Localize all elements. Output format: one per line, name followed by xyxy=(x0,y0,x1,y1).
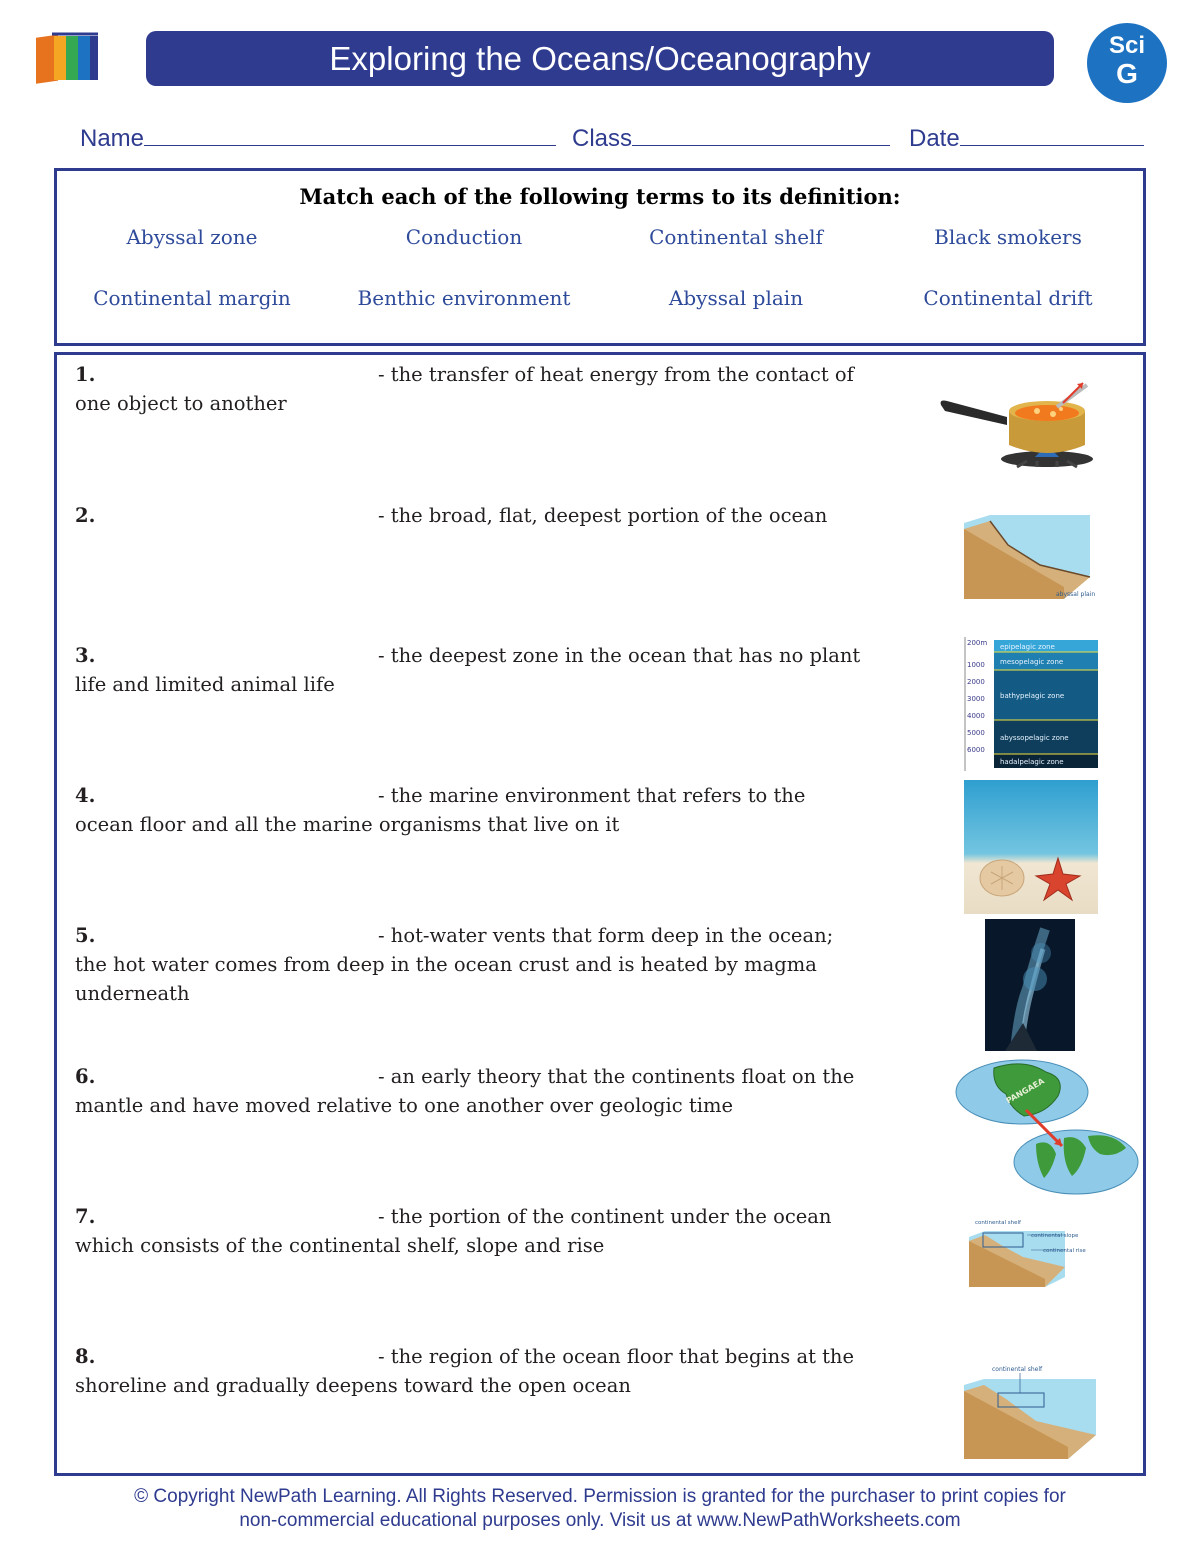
svg-text:2000: 2000 xyxy=(967,678,985,686)
word-bank xyxy=(54,168,1146,346)
question-continuation: the hot water comes from deep in the ocean crust and is heated by magma xyxy=(75,953,817,976)
ocean-floor-diagram-icon xyxy=(960,515,1096,601)
question-6 xyxy=(75,1062,905,1120)
question-definition: - an early theory that the continents float on the xyxy=(378,1065,855,1088)
svg-text:continental slope: continental slope xyxy=(1031,1233,1079,1239)
question-number: 8. xyxy=(75,1345,96,1368)
copyright-footer xyxy=(0,1485,1200,1533)
term-continental-drift: Continental drift xyxy=(923,286,1093,310)
question-5 xyxy=(75,921,905,1008)
footer-line-2: non-commercial educational purposes only. Visit us at www.NewPathWorksheets.com xyxy=(239,1510,961,1531)
date-label: Date xyxy=(909,125,960,152)
question-continuation: shoreline and gradually deepens toward the open ocean xyxy=(75,1374,631,1397)
worksheet-title: Exploring the Oceans/Oceanography xyxy=(146,31,1054,86)
question-continuation: life and limited animal life xyxy=(75,673,335,696)
class-field[interactable] xyxy=(572,123,890,153)
term-continental-margin: Continental margin xyxy=(93,286,291,310)
name-field[interactable] xyxy=(80,123,556,153)
question-continuation-2: underneath xyxy=(75,982,190,1005)
question-number: 3. xyxy=(75,644,96,667)
question-number: 6. xyxy=(75,1065,96,1088)
ocean-zones-chart-icon xyxy=(960,637,1100,771)
question-number: 7. xyxy=(75,1205,96,1228)
abyssal-label: abyssal plain xyxy=(1056,591,1096,598)
question-continuation: mantle and have moved relative to one another over geologic time xyxy=(75,1094,734,1117)
term-continental-shelf: Continental shelf xyxy=(649,225,823,249)
question-definition: - hot-water vents that form deep in the ocean; xyxy=(378,924,834,947)
term-conduction: Conduction xyxy=(405,225,523,249)
student-info-row xyxy=(80,123,1150,155)
question-2 xyxy=(75,501,905,530)
term-benthic-environment: Benthic environment xyxy=(357,286,571,310)
badge-subject: Sci xyxy=(1108,32,1146,59)
svg-text:mesopelagic zone: mesopelagic zone xyxy=(1000,658,1064,666)
question-number: 4. xyxy=(75,784,96,807)
continental-shelf-diagram-icon xyxy=(960,1363,1100,1461)
svg-text:1000: 1000 xyxy=(967,661,985,669)
question-definition: - the deepest zone in the ocean that has no plant xyxy=(378,644,861,667)
pot-on-stove-icon xyxy=(937,377,1097,469)
question-continuation: which consists of the continental shelf, slope and rise xyxy=(75,1234,605,1257)
badge-grade: G xyxy=(1116,58,1138,89)
svg-text:abyssopelagic zone: abyssopelagic zone xyxy=(1000,734,1069,742)
svg-text:bathypelagic zone: bathypelagic zone xyxy=(1000,692,1065,700)
seafloor-starfish-icon xyxy=(964,780,1098,914)
svg-text:hadalpelagic zone: hadalpelagic zone xyxy=(1000,758,1064,766)
question-definition: - the region of the ocean floor that begins at the xyxy=(378,1345,855,1368)
svg-text:epipelagic zone: epipelagic zone xyxy=(1000,643,1055,651)
svg-text:continental rise: continental rise xyxy=(1043,1248,1086,1254)
question-definition: - the marine environment that refers to the xyxy=(378,784,806,807)
question-4 xyxy=(75,781,905,839)
class-label: Class xyxy=(572,125,633,152)
svg-text:continental shelf: continental shelf xyxy=(992,1366,1043,1373)
footer-line-1: © Copyright NewPath Learning. All Rights Reserved. Permission is granted for the purchaser to print copies for xyxy=(134,1486,1066,1507)
name-line[interactable] xyxy=(144,123,556,146)
question-3 xyxy=(75,641,905,699)
hydrothermal-vent-icon xyxy=(985,919,1075,1051)
word-bank-heading: Match each of the following terms to its definition: xyxy=(299,184,901,209)
question-definition: - the broad, flat, deepest portion of the ocean xyxy=(378,504,828,527)
newpath-logo xyxy=(34,30,102,90)
svg-text:continental shelf: continental shelf xyxy=(975,1220,1021,1226)
term-black-smokers: Black smokers xyxy=(934,225,1082,249)
date-field[interactable] xyxy=(909,123,1144,153)
name-label: Name xyxy=(80,125,145,152)
question-definition: - the portion of the continent under the ocean xyxy=(378,1205,832,1228)
question-continuation: ocean floor and all the marine organisms that live on it xyxy=(75,813,620,836)
svg-text:PANGAEA: PANGAEA xyxy=(1004,1076,1046,1106)
svg-text:6000: 6000 xyxy=(967,746,985,754)
question-number: 5. xyxy=(75,924,96,947)
class-line[interactable] xyxy=(632,123,890,146)
question-1 xyxy=(75,360,905,418)
questions-panel xyxy=(54,352,1146,1476)
term-abyssal-plain: Abyssal plain xyxy=(668,286,804,310)
pangaea-globes-icon xyxy=(954,1058,1140,1198)
continental-margin-diagram-icon xyxy=(965,1217,1103,1289)
date-line[interactable] xyxy=(960,123,1144,146)
question-number: 2. xyxy=(75,504,96,527)
question-definition: - the transfer of heat energy from the contact of xyxy=(378,363,854,386)
term-abyssal-zone: Abyssal zone xyxy=(126,225,258,249)
question-7 xyxy=(75,1202,905,1260)
question-continuation: one object to another xyxy=(75,392,287,415)
svg-text:200m: 200m xyxy=(967,639,988,647)
svg-text:3000: 3000 xyxy=(967,695,985,703)
svg-text:4000: 4000 xyxy=(967,712,985,720)
svg-text:5000: 5000 xyxy=(967,729,985,737)
question-8 xyxy=(75,1342,905,1400)
question-number: 1. xyxy=(75,363,96,386)
subject-grade-badge xyxy=(1087,23,1167,103)
